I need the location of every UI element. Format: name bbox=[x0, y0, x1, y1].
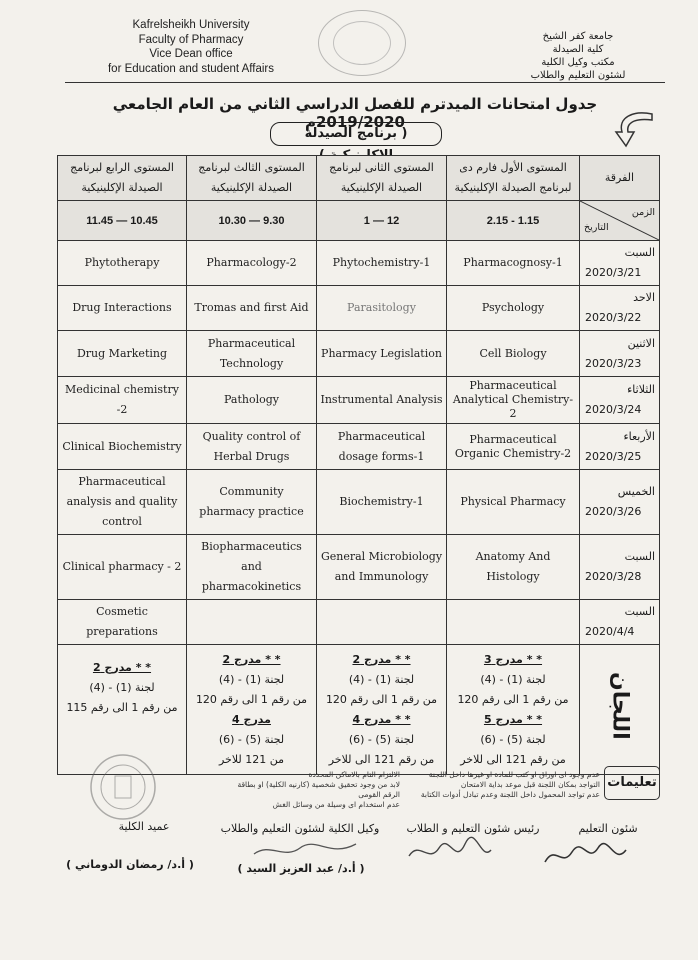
course-cell: Pharmaceutical Organic Chemistry-2 bbox=[447, 424, 580, 470]
header-ar-line: مكتب وكيل الكلية bbox=[541, 57, 615, 68]
date-cell bbox=[580, 600, 660, 645]
exam-date: 2020/3/26 bbox=[585, 505, 642, 518]
rule-item: التواجد بمكان اللجنة قبل موعد بداية الامتحان bbox=[460, 780, 600, 789]
time-slot: 11.45 — 10.45 bbox=[58, 201, 187, 241]
course-cell: Instrumental Analysis bbox=[317, 377, 447, 424]
date-label: التاريخ bbox=[584, 222, 609, 233]
hall-title: * * مدرج 5 bbox=[483, 712, 543, 726]
faculty-stamp-icon bbox=[88, 752, 158, 822]
course-cell: Biopharmaceutics and pharmacokinetics bbox=[187, 535, 317, 600]
rule-item: الالتزام التام بالاماكن المحددة bbox=[308, 770, 400, 779]
header-ar-line: كلية الصيدلة bbox=[552, 44, 604, 55]
header-en-line: Vice Dean office bbox=[149, 48, 233, 60]
rule-item: عدم استخدام اى وسيلة من وسائل الغش bbox=[272, 800, 400, 809]
hall-title: * * مدرج 2 bbox=[92, 660, 152, 674]
course-cell bbox=[187, 600, 317, 645]
day-name: الثلاثاء bbox=[627, 383, 655, 396]
time-label: الزمن bbox=[631, 207, 655, 218]
affairs-signature-title: شئون التعليم bbox=[578, 822, 638, 835]
date-cell bbox=[580, 424, 660, 470]
header-divider bbox=[65, 82, 665, 83]
hall-range: من رقم 1 الى رقم 120 bbox=[457, 692, 569, 706]
hall-range: من رقم 1 الى رقم 120 bbox=[195, 692, 308, 706]
instructions-left bbox=[220, 770, 400, 810]
course-cell: Psychology bbox=[447, 286, 580, 331]
day-name: الأربعاء bbox=[623, 429, 655, 443]
level-header: المستوى الثانى لبرنامج الصيدلة الإكلينيكية bbox=[317, 156, 447, 201]
hall-committee: لجنة (5) - (6) bbox=[218, 732, 285, 746]
instructions-right bbox=[410, 770, 600, 800]
hall-title: مدرج 4 bbox=[232, 712, 271, 726]
exam-date: 2020/3/25 bbox=[585, 449, 642, 463]
course-cell: Anatomy And Histology bbox=[447, 535, 580, 600]
level-header: المستوى الثالث لبرنامج الصيدلة الإكلينيكية bbox=[187, 156, 317, 201]
program-subtitle: ( برنامج الصيدلة bbox=[270, 122, 442, 146]
header-english bbox=[96, 18, 286, 76]
hall-title: * * مدرج 2 bbox=[352, 652, 411, 666]
course-cell: Drug Marketing bbox=[58, 331, 187, 377]
hall-range: من رقم 121 الى للاخر bbox=[328, 752, 435, 766]
exam-schedule-table bbox=[57, 155, 660, 775]
signature-scribble-icon bbox=[405, 836, 495, 870]
hall-title: * * مدرج 4 bbox=[352, 712, 411, 726]
course-cell: Pharmaceutical Analytical Chemistry-2 bbox=[447, 377, 580, 424]
course-cell: Cosmetic preparations bbox=[58, 600, 187, 645]
day-name: الاثنين bbox=[627, 336, 655, 350]
exam-date: 2020/3/24 bbox=[585, 403, 642, 416]
course-cell: Clinical pharmacy - 2 bbox=[58, 535, 187, 600]
exam-date: 2020/4/4 bbox=[585, 625, 635, 638]
hall-title: * * مدرج 3 bbox=[483, 652, 543, 666]
course-cell: Quality control of Herbal Drugs bbox=[187, 424, 317, 470]
time-slot: 10.30 — 9.30 bbox=[187, 201, 317, 241]
signature-scribble-icon bbox=[540, 838, 630, 872]
course-cell: Tromas and first Aid bbox=[187, 286, 317, 331]
halls-label-cell bbox=[580, 645, 660, 775]
course-cell bbox=[447, 600, 580, 645]
hall-range: من 121 للاخر bbox=[218, 752, 285, 766]
time-slot: 2.15 - 1.15 bbox=[447, 201, 580, 241]
hall-range: من رقم 1 الى رقم 120 bbox=[325, 692, 438, 706]
hall-range: من رقم 1 الى رقم 115 bbox=[66, 700, 178, 714]
curved-arrow-icon bbox=[612, 108, 660, 152]
day-name: السبت bbox=[624, 246, 655, 259]
hall-committee: لجنة (1) - (4) bbox=[480, 672, 546, 686]
exam-date: 2020/3/21 bbox=[585, 266, 642, 279]
hall-committee: لجنة (5) - (6) bbox=[480, 732, 546, 746]
hall-range: من رقم 121 الى للاخر bbox=[460, 752, 566, 766]
rule-item: عدم تواجد المحمول داخل اللجنة وعدم تبادل أدوات الكتابة bbox=[420, 790, 600, 799]
course-cell: Drug Interactions bbox=[58, 286, 187, 331]
page-title: جدول امتحانات الميدترم للفصل الدراسي الثاني من العام الجامعي 2019/2020م bbox=[112, 95, 598, 131]
date-cell bbox=[580, 377, 660, 424]
day-name: الاحد bbox=[633, 291, 655, 304]
course-cell: Pharmacy Legislation bbox=[317, 331, 447, 377]
vice-dean-title: وكيل الكلية لشئون التعليم والطلاب bbox=[220, 822, 380, 835]
hall-committee: لجنة (1) - (4) bbox=[89, 680, 155, 694]
day-name: الخميس bbox=[617, 485, 655, 498]
course-cell: Pathology bbox=[187, 377, 317, 424]
course-cell: Pharmacology-2 bbox=[187, 241, 317, 286]
course-cell: Medicinal chemistry -2 bbox=[58, 377, 187, 424]
time-date-corner bbox=[580, 201, 660, 241]
exam-date: 2020/3/28 bbox=[585, 570, 642, 583]
hall-cell bbox=[187, 645, 317, 775]
instructions-label: تعليمات bbox=[604, 766, 660, 800]
header-arabic bbox=[498, 30, 658, 82]
course-cell: General Microbiology and Immunology bbox=[317, 535, 447, 600]
date-cell bbox=[580, 286, 660, 331]
hall-committee: لجنة (1) - (4) bbox=[348, 672, 415, 686]
level-header: المستوى الأول فارم دى لبرنامج الصيدلة الإكلينيكية bbox=[447, 156, 580, 201]
course-cell: Community pharmacy practice bbox=[187, 470, 317, 535]
level-column-label: الفرقة bbox=[580, 156, 660, 201]
course-cell: Cell Biology bbox=[447, 331, 580, 377]
hall-cell bbox=[447, 645, 580, 775]
vice-dean-name: ( أ.د/ عبد العزيز السيد ) bbox=[237, 862, 365, 875]
course-cell: Physical Pharmacy bbox=[447, 470, 580, 535]
course-cell: Pharmaceutical dosage forms-1 bbox=[317, 424, 447, 470]
rule-item: لابد من وجود تحقيق شخصية (كارنيه الكلية) او بطاقة الرقم القومى bbox=[237, 780, 400, 799]
course-cell: Biochemistry-1 bbox=[317, 470, 447, 535]
course-cell: Phytotherapy bbox=[58, 241, 187, 286]
exam-date: 2020/3/23 bbox=[585, 356, 642, 370]
level-header: المستوى الرابع لبرنامج الصيدلة الإكلينيكية bbox=[58, 156, 187, 201]
course-cell: Phytochemistry-1 bbox=[317, 241, 447, 286]
date-cell bbox=[580, 241, 660, 286]
hall-title: * * مدرج 2 bbox=[222, 652, 281, 666]
exam-date: 2020/3/22 bbox=[585, 311, 642, 324]
header-ar-line: لشئون التعليم والطلاب bbox=[530, 70, 626, 81]
rule-item: عدم وجود اى اوراق او كتب للمادة او غيرها داخل اللجنة bbox=[428, 770, 600, 779]
hall-committee: لجنة (1) - (4) bbox=[218, 672, 285, 686]
head-signature-title: رئيس شئون التعليم و الطلاب bbox=[406, 822, 540, 835]
course-cell bbox=[317, 600, 447, 645]
course-cell: Parasitology bbox=[317, 286, 447, 331]
course-cell: Pharmaceutical analysis and quality control bbox=[58, 470, 187, 535]
date-cell bbox=[580, 535, 660, 600]
header-en-line: Kafrelsheikh University bbox=[132, 19, 250, 31]
time-slot: 1 — 12 bbox=[317, 201, 447, 241]
dean-name: ( أ.د/ رمضان الدوماني ) bbox=[66, 858, 194, 871]
header-en-line: for Education and student Affairs bbox=[107, 62, 274, 75]
hall-committee: لجنة (5) - (6) bbox=[348, 732, 415, 746]
course-cell: Clinical Biochemistry bbox=[58, 424, 187, 470]
dean-title: عميد الكلية bbox=[118, 820, 170, 833]
day-name: السبت bbox=[624, 550, 655, 563]
university-seal-icon bbox=[318, 10, 406, 76]
halls-label: اللجان bbox=[607, 672, 633, 740]
course-cell: Pharmacognosy-1 bbox=[447, 241, 580, 286]
signature-scribble-icon bbox=[250, 836, 360, 864]
course-cell: Pharmaceutical Technology bbox=[187, 331, 317, 377]
header-en-line: Faculty of Pharmacy bbox=[138, 33, 244, 46]
day-name: السبت bbox=[624, 605, 655, 618]
date-cell bbox=[580, 331, 660, 377]
date-cell bbox=[580, 470, 660, 535]
hall-cell bbox=[317, 645, 447, 775]
header-ar-line: جامعة كفر الشيخ bbox=[542, 31, 614, 42]
